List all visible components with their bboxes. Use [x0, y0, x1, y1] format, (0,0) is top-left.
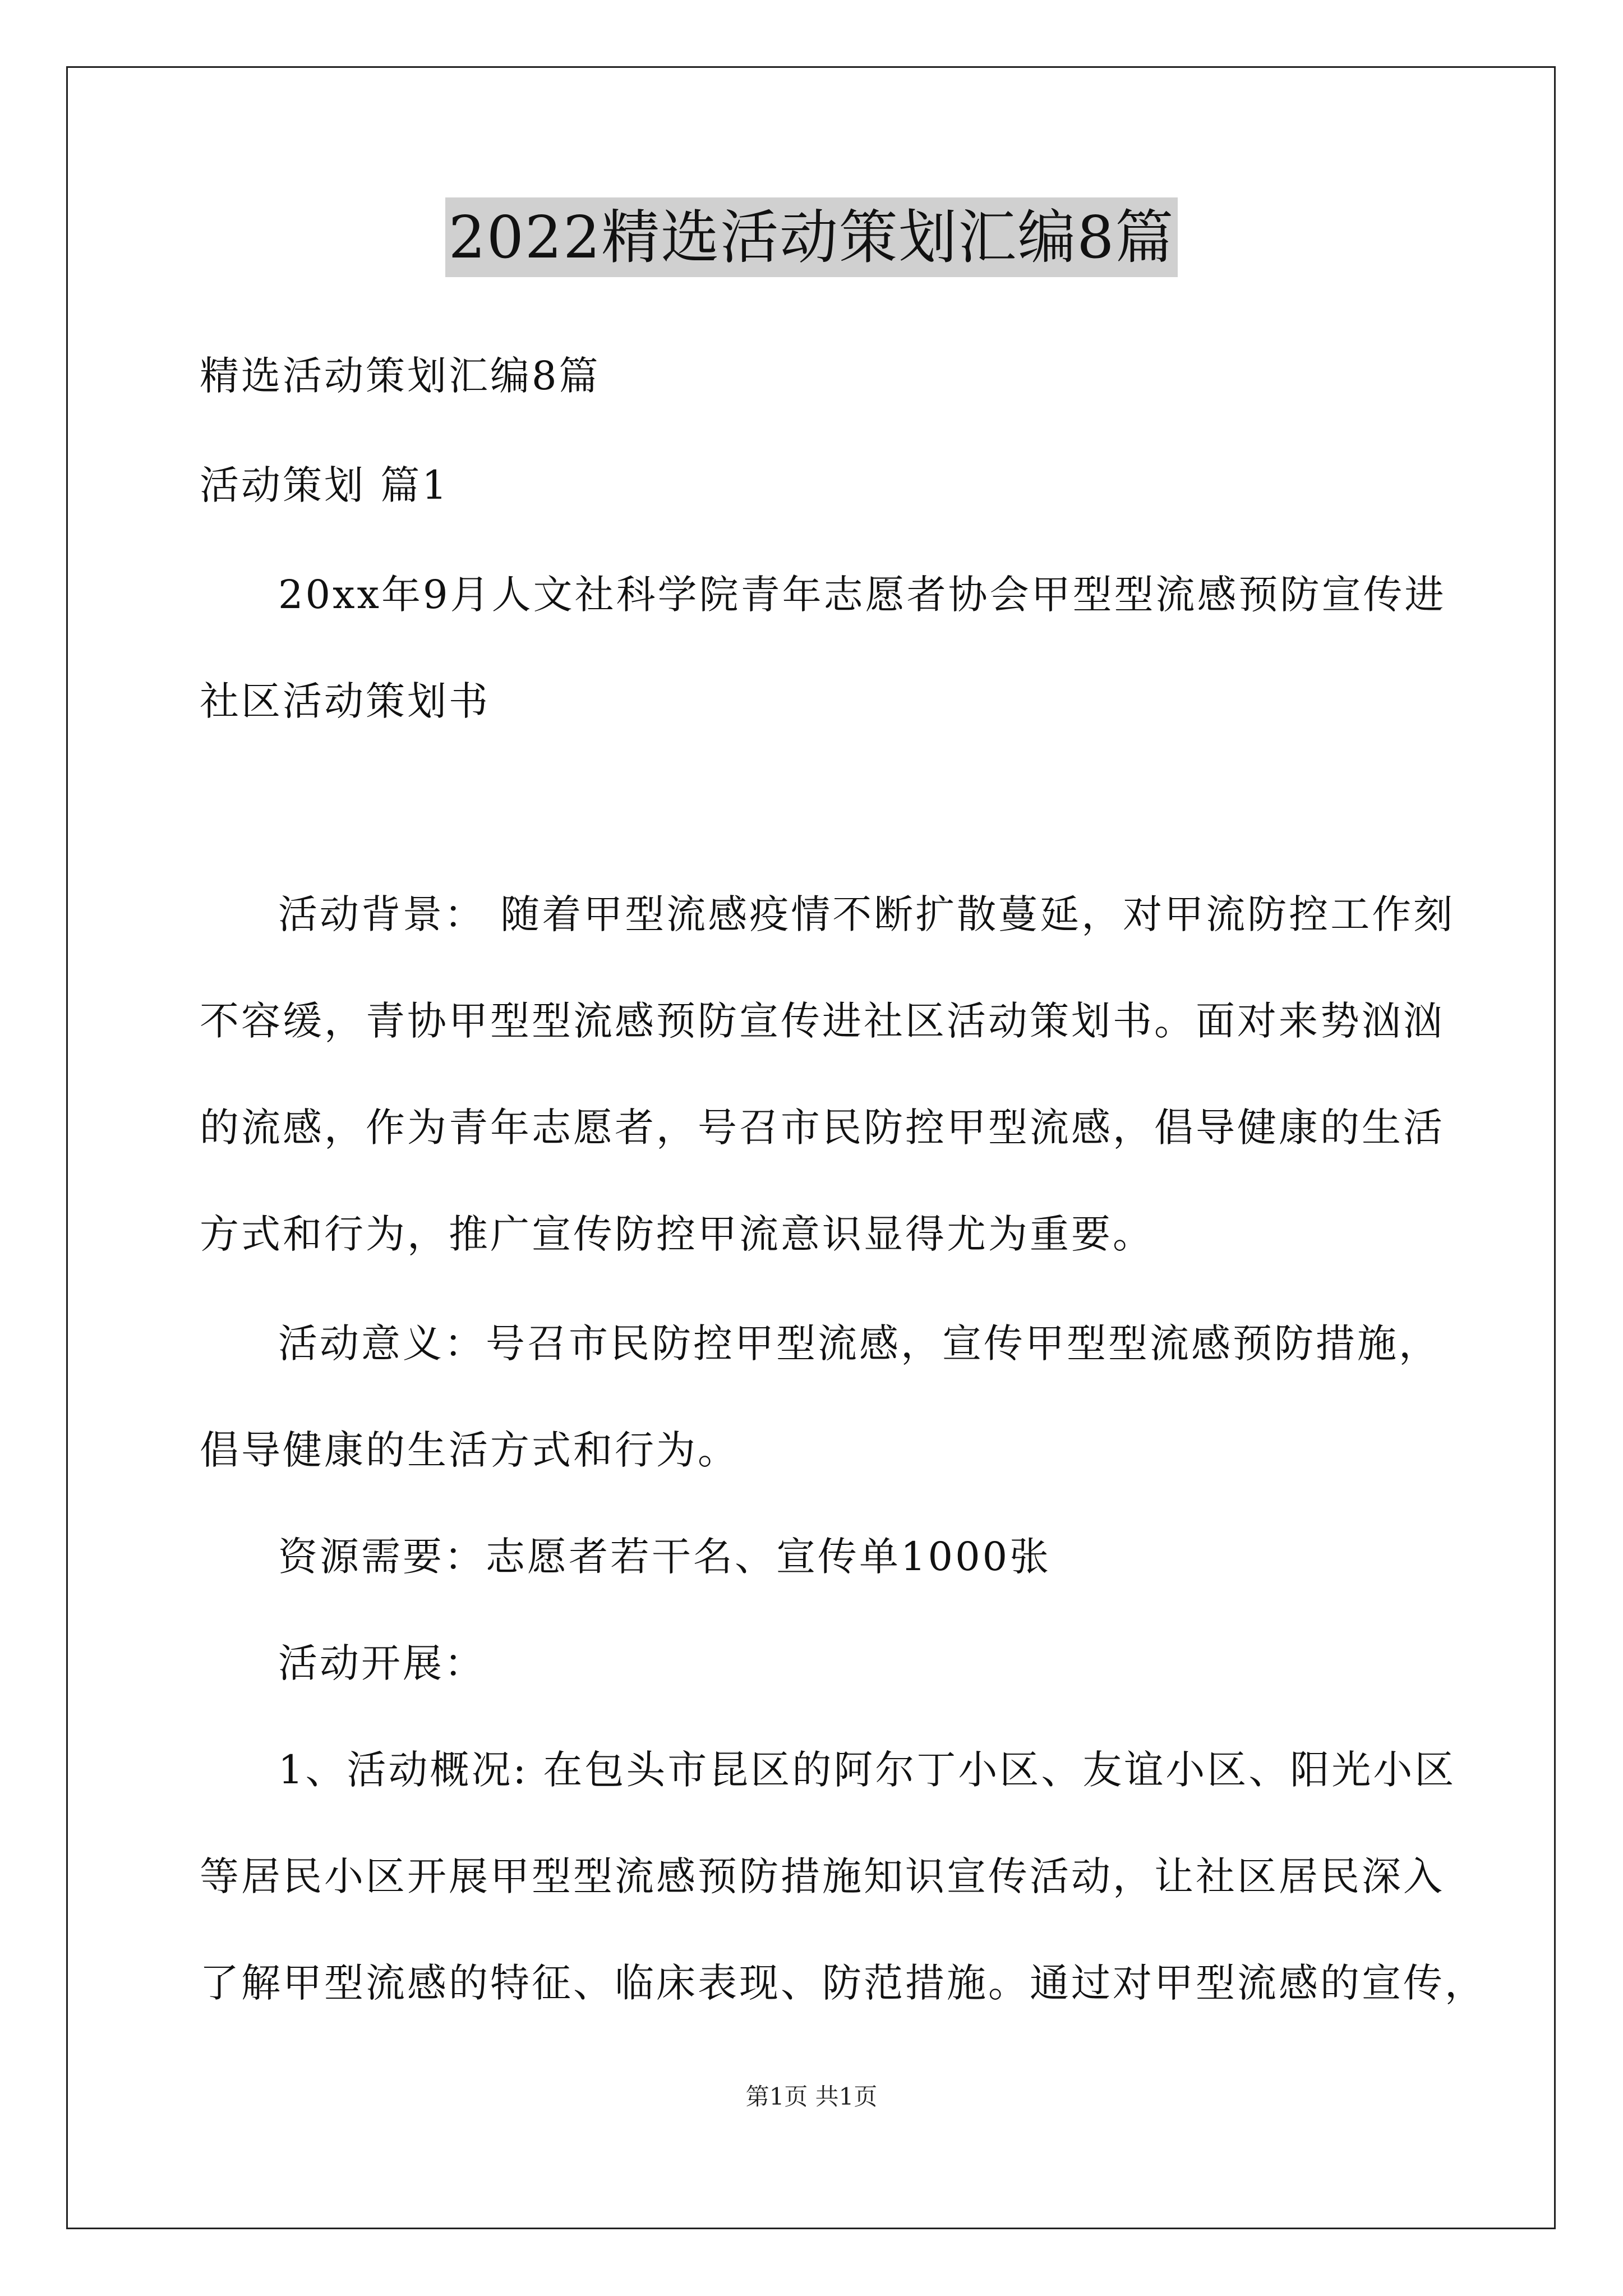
paragraph-line: 的流感，作为青年志愿者，号召市民防控甲型流感，倡导健康的生活	[200, 1105, 1445, 1151]
paragraph-line: 资源需要：志愿者若干名、宣传单1000张	[278, 1534, 1052, 1580]
section-heading: 活动策划 篇1	[200, 462, 449, 508]
paragraph-line: 活动背景： 随着甲型流感疫情不断扩散蔓延，对甲流防控工作刻	[278, 891, 1455, 937]
paragraph-line: 方式和行为，推广宣传防控甲流意识显得尤为重要。	[200, 1211, 1154, 1257]
paragraph-line: 等居民小区开展甲型型流感预防措施知识宣传活动，让社区居民深入	[200, 1853, 1445, 1899]
paragraph-line: 社区活动策划书	[200, 678, 490, 724]
paragraph-line: 不容缓，青协甲型型流感预防宣传进社区活动策划书。面对来势汹汹	[200, 998, 1445, 1044]
paragraph-line: 活动意义：号召市民防控甲型流感，宣传甲型型流感预防措施，	[278, 1320, 1440, 1366]
paragraph-line: 活动开展：	[278, 1640, 486, 1686]
title-container	[0, 197, 1623, 277]
paragraph-line: 倡导健康的生活方式和行为。	[200, 1427, 739, 1473]
paragraph-line: 1、活动概况: 在包头市昆区的阿尔丁小区、友谊小区、阳光小区	[278, 1747, 1456, 1793]
page-footer: 第1页 共1页	[745, 2083, 878, 2110]
subtitle-line: 精选活动策划汇编8篇	[200, 353, 601, 399]
paragraph-line: 了解甲型流感的特征、临床表现、防范措施。通过对甲型流感的宣传，	[200, 1960, 1486, 2006]
paragraph-line: 20xx年9月人文社科学院青年志愿者协会甲型型流感预防宣传进	[278, 572, 1446, 618]
document-title: 2022精选活动策划汇编8篇	[445, 197, 1178, 277]
